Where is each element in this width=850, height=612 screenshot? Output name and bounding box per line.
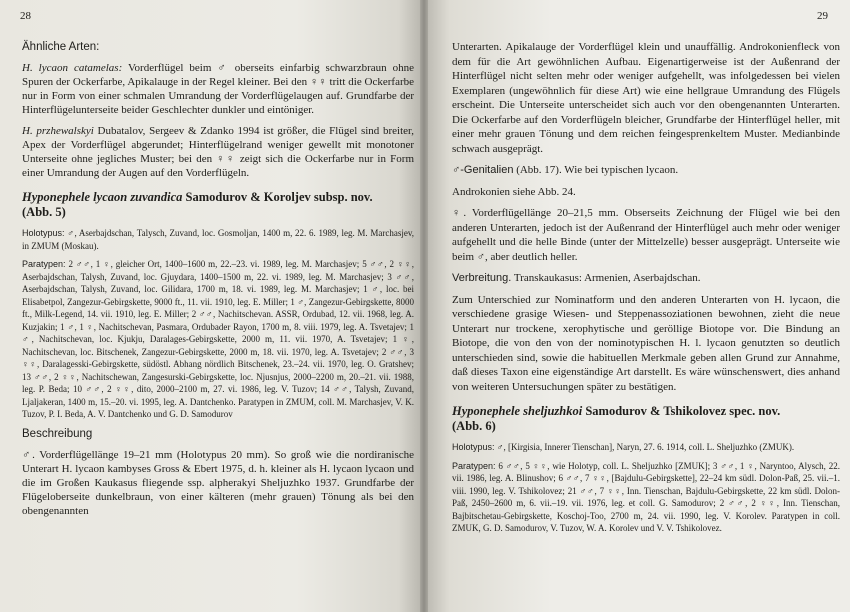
genitalien-text: (Abb. 17). Wie bei typischen lycaon. [516, 164, 679, 176]
paratypen-text: 2 ♂♂, 1 ♀, gleicher Ort, 1400–1600 m, 22.–23. vi. 1989, leg. M. Marchasjev; 5 ♂♂, 2 ♀♀, Aserbajdschan, Talysh, Zuvand, loc. Gjuydara, 1400–1500 m, 22. vi. 1989, leg. M. Marchasjev; 3 ♂♂, Aserbajdschan, Talysh, Zuvand, loc. Gilidara, 1700 m, 18. vi. 1989, leg. M. Marchasjev; 1 ♂, loc. bei Elisabetpol, Zangezur-Gebirgskette, 9000 ft., 11. vii. 1910, leg. E. Miller; 1 ♂, Zangezur-Gebirgskette, 8000 ft., Milk-Legend, 14. vii. 1910, leg. E. Miller; 2 ♂♂, Nachitschevan. ASSR, Ordubad, 12. vii. 1968, leg. A. Kuzjakin; 1 ♂, 1 ♀, Nachitschevan, Pasmara, Ordubader Rayon, 1700 m, 8. viii. 1979, leg. A. Tsvetajev; 1 ♂, Nachitschevan, loc. Kjukju, Daralages-Gebirgskette, 2000 m, 11. vii. 1970, A. Tsvetajev; 1 ♀, Nachitschevan, loc. Bitschenek, Zangezur-Gebirgskette, 2000 m, 18. vii. 1970, leg. A. Tsvetajev; 2 ♂♂, 3 ♀♀, Daralagesski-Gebirgskette, südöstl. Abhang nördlich Bitschenek, 23.–24. vii. 1970, leg. O. Gratshev; 13 ♂♂, 2 ♀♀, Nachitschewan, Zangesurski-Gebirgskette, loc. Njusnjus, 2000–2200 m, 20.–21. vii. 1988, leg. P. Beda; 10 ♂♂, 2 ♀♀, dito, 2000–2100 m, 27. vi. 1986, leg. V. Tuzov; 14 ♂♂, Talysh, Zuvand, Ljaljakeran, 1400 m, 15.–20. vi. 1995, leg. A. Dantchenko. Paratypen in ZMUM, coll. M. Marchasjev, V. K. Tuzov, P. I. Beda, A. V. Dantchenko und G. D. Samodurov [22, 259, 414, 419]
page-number-right: 29 [817, 10, 828, 22]
paratypen-text-2: 6 ♂♂, 5 ♀♀, wie Holotyp, coll. L. Sheljuzhko [ZMUK]; 3 ♂♂, 1 ♀, Naryntoo, Alysch, 22. vii. 1986, leg. A. Blinushov; 6 ♂♂, 7 ♀♀, [Bajdulu-Gebirgskette], 22–24 km südl. Dolon-Paß, 25. vii.–1. viii. 1990, leg. V. Tshikolovez; 21 ♂♂, 7 ♀♀, Inn. Tienschan, Bajdulu-Gebirgskette, 22 km südl. Dolon-Paß, 2450–2600 m, 6. vii.–19. vii. 1976, leg. et coll. G. Samodurov; 2 ♂♂, 2 ♀♀, Inn. Tienschan, Bajbitschetau-Gebirgskette, Koschoj-Too, 2700 m, 24. vii. 1990, leg. V. Korolev. Paratypen in coll. ZMUK, G. D. Samodurov, V. Tuzov, W. A. Korolev und V. V. Tshikolovez. [452, 460, 840, 533]
androkonien-paragraph: Androkonien siehe Abb. 24. [452, 185, 576, 198]
paratypen-label-2: Paratypen: [452, 460, 496, 471]
continued-description: Unterarten. Apikalauge der Vorderflügel klein und unauffällig. Androkonienfleck von dem für die Art gewöhnlichen Aufbau. Eigenartigerweise ist der Außenrand der Hinterflügel nicht selten mehr oder weniger aufgehellt, was infolgedessen bei vielen Exemplaren (ungewöhnlich für diese Art) wie eine hellgraue Umrandung des Flügels erscheint. Die Unterseite unterscheidet sich auch vor den obengenannten Unterarten. Die Ockerfarbe auf den Vorderflügeln bleicher, Grundfarbe der Hinterflügel heller, mit einer mehr grauen Tönung und dem reichen feingesprenkeltem Muster. Medianbinde schwach ausgeprägt. [452, 41, 840, 155]
para1-text: Vorderflügel beim ♂ oberseits einfarbig schwarzbraun ohne Spuren der Ockerfarbe, Apikalauge in der Regel kleiner. Bei den ♀♀ tritt die Ockerfarbe nur in Form von einer schmalen Umrandung der Vorderflügelaugen auf. Grundfarbe der Hinterflügelunterseite beider Geschlechter dunkler und eintöniger. [22, 62, 414, 116]
right-page [424, 0, 850, 612]
taxon-authors-2: Samodurov & Tshikolovez spec. nov. [585, 404, 781, 418]
taxon-heading-sheljuzhkoi [452, 404, 840, 434]
right-column [452, 40, 840, 541]
beschreibung-heading: Beschreibung [22, 427, 93, 440]
species-name-catamelas: H. lycaon catamelas: [22, 62, 123, 74]
paratypen-paragraph-2 [452, 460, 840, 535]
page-number-left: 28 [20, 10, 31, 22]
holotypus-text: ♂, Aserbajdschan, Talysch, Zuvand, loc. Gosmoljan, 1400 m, 22. 6. 1989, leg. M. Marchasjev, in ZMUM (Moskau). [22, 228, 415, 251]
para2-text: Dubatalov, Sergeev & Zdanko 1994 ist größer, die Flügel sind breiter, Apex der Vorderflügel abgerundet; Hinterflügelrand weniger gewellt mit monotoner Unterseite ohne jegliches Muster; bei den ♀♀ zeigt sich die Ockerfarbe nur in Form einer Umrandung der Augen auf den Vorderflügeln. [22, 125, 414, 179]
taxon-name: Hyponephele lycaon zuvandica [22, 190, 183, 204]
verbreitung-paragraph [452, 271, 840, 286]
differential-diagnosis: Zum Unterschied zur Nominatform und den anderen Unterarten von H. lycaon, die verschiedene grasige Wiesen- und Steppenassoziationen bewohnen, zieht die neue Unterart nur trockene, xerophytische und geröllige Biotope vor. Die Bindung an Biotope, die von den von der nominotypischen H. l. lycaon genutzten so deutlich unterschieden sind, sowie die habituellen Merkmale geben allen Grund zur Annahme, daß dieses Taxon eine eigenständige Art darstellt. Es wäre wünschenswert, dies anhand von weiteren Untersuchungen später zu bestätigen. [452, 293, 840, 393]
holotypus-text-2: ♂, [Kirgisia, Innerer Tienschan], Naryn, 27. 6. 1914, coll. L. Sheljuzhko (ZMUK). [496, 442, 795, 452]
verbreitung-label: Verbreitung. [452, 272, 512, 284]
paratypen-paragraph [22, 258, 414, 421]
verbreitung-text: Transkaukasus: Armenien, Aserbajdschan. [513, 272, 701, 284]
taxon-heading-zuvandica [22, 190, 414, 220]
beschreibung-text: ♂. Vorderflügellänge 19–21 mm (Holotypus 20 mm). So groß wie die nordiranische Unterart H. lycaon kambyses Gross & Ebert 1975, d. h. kleiner als H. lycaon lycaon und die im Großen Kaukasus fliegende ssp. alpherakyi Sheljuzhko 1937. Grundfarbe der Flügeloberseite dunkelbraun, von einer kälteren (mehr grauen) Tönung als bei den obengenannten [22, 448, 414, 517]
holotypus-label: Holotypus: [22, 228, 65, 238]
taxon-figure-ref-2: (Abb. 6) [452, 419, 496, 433]
genitalien-label: ♂-Genitalien [452, 164, 514, 176]
species-name-przhewalskyi: H. przhewalskyi [22, 125, 94, 137]
left-page [0, 0, 424, 612]
taxon-figure-ref: (Abb. 5) [22, 205, 66, 219]
similar-species-heading: Ähnliche Arten: [22, 41, 100, 53]
taxon-authors: Samodurov & Koroljev subsp. nov. [185, 190, 373, 204]
genitalien-paragraph [452, 163, 840, 178]
paratypen-label: Paratypen: [22, 259, 66, 269]
similar-species-para-2 [22, 124, 414, 180]
left-column [22, 40, 414, 525]
book-gutter [420, 0, 428, 612]
holotypus-paragraph [22, 227, 414, 252]
holotypus-paragraph-2 [452, 441, 840, 454]
taxon-name-2: Hyponephele sheljuzhkoi [452, 404, 583, 418]
holotypus-label-2: Holotypus: [452, 442, 495, 452]
similar-species-para-1 [22, 61, 414, 117]
female-description: ♀. Vorderflügellänge 20–21,5 mm. Obserseits Zeichnung der Flügel wie bei den anderen Unterarten, jedoch ist der Außenrand der Hinterflügel auch mehr oder weniger aufgehellt und die helle Binde (unter der Mittelzelle) besser ausgeprägt. Unterseite wie beim ♂, aber deutlich heller. [452, 207, 840, 263]
